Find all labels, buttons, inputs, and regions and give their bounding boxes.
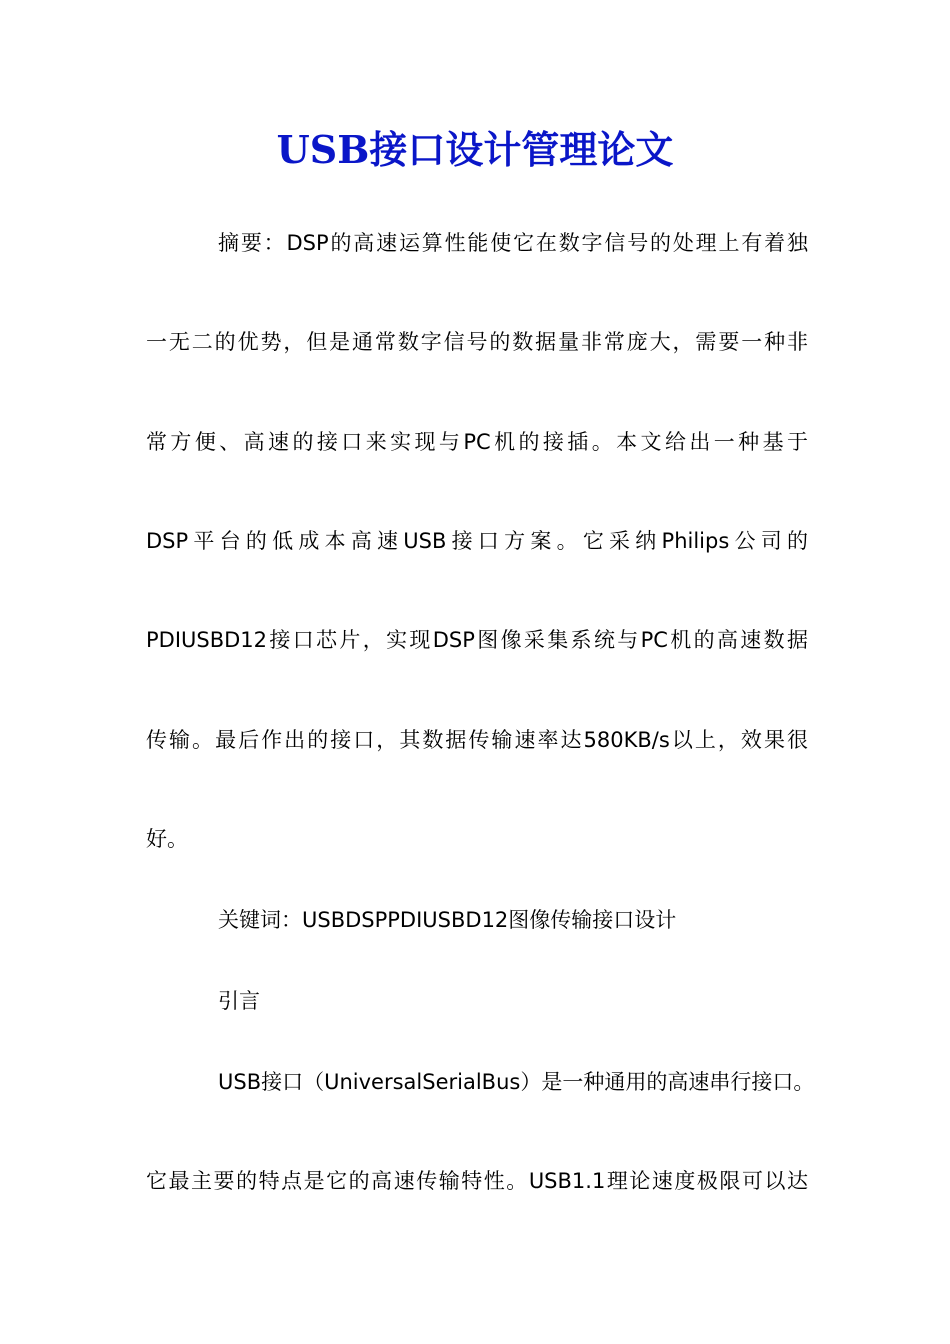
document-title: USB接口设计管理论文: [276, 127, 674, 172]
abstract-line-5: PDIUSBD12接口芯片，实现DSP图像采集系统与PC机的高速数据: [146, 628, 808, 652]
intro-heading: 引言: [218, 989, 260, 1013]
abstract-line-6: 传输。最后作出的接口，其数据传输速率达580KB/s以上，效果很: [146, 728, 808, 752]
abstract-line-7: 好。: [146, 827, 188, 851]
keywords-line: 关键词：USBDSPPDIUSBD12图像传输接口设计: [218, 908, 677, 932]
intro-line-2: 它最主要的特点是它的高速传输特性。USB1.1理论速度极限可以达: [146, 1169, 808, 1193]
abstract-line-3: 常方便、高速的接口来实现与PC机的接插。本文给出一种基于: [146, 430, 808, 454]
abstract-line-4: DSP平台的低成本高速USB接口方案。它采纳Philips公司的: [146, 529, 808, 553]
intro-line-1: USB接口（UniversalSerialBus）是一种通用的高速串行接口。: [218, 1070, 815, 1094]
abstract-line-2: 一无二的优势，但是通常数字信号的数据量非常庞大，需要一种非: [146, 330, 808, 354]
abstract-line-1: 摘要：DSP的高速运算性能使它在数字信号的处理上有着独: [218, 231, 808, 255]
